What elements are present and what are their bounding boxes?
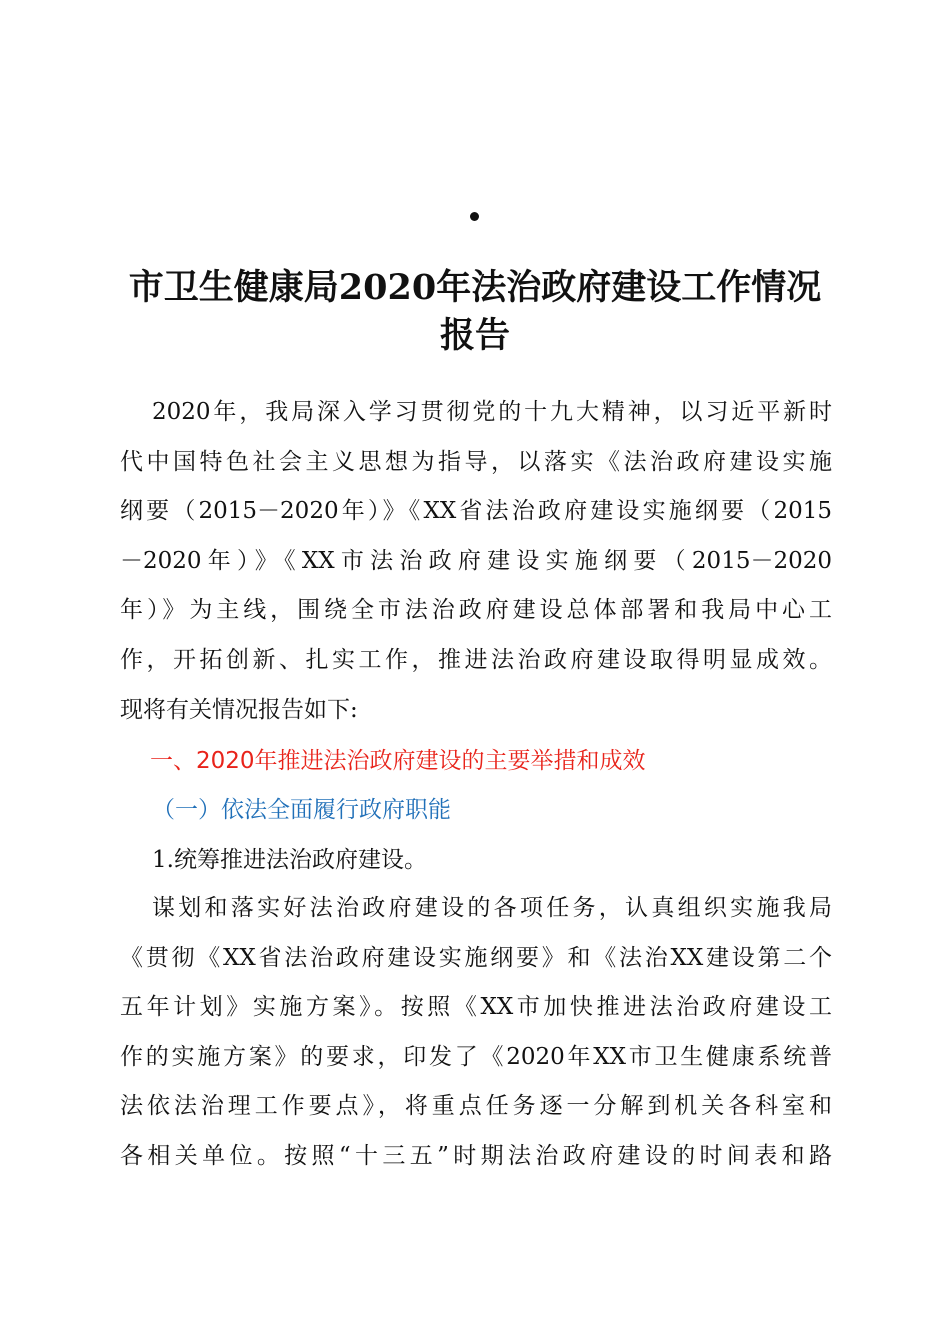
intro-line: 代中国特色社会主义思想为指导，以落实《法治政府建设实施 [120, 448, 832, 475]
document-title-line2: 报告 [439, 315, 510, 356]
item-line: 《贯彻《XX省法治政府建设实施纲要》和《法治XX建设第二个 [120, 944, 832, 971]
item-line: 五年计划》实施方案》。按照《XX市加快推进法治政府建设工 [120, 994, 832, 1021]
item-line: 各相关单位。按照“十三五”时期法治政府建设的时间表和路 [120, 1142, 832, 1169]
item-line: 作的实施方案》的要求，印发了《2020年XX市卫生健康系统普 [120, 1043, 832, 1070]
intro-line: 纲要（2015－2020年）》《XX省法治政府建设实施纲要（2015 [120, 498, 832, 525]
intro-paragraph [120, 388, 832, 735]
intro-line: 作，开拓创新、扎实工作，推进法治政府建设取得明显成效。 [120, 646, 832, 673]
intro-line: 现将有关情况报告如下: [120, 696, 358, 723]
item-paragraph [120, 884, 832, 1182]
header-bullet-dot [470, 212, 479, 221]
subsection-heading: （一）依法全面履行政府职能 [152, 797, 451, 823]
document-title-line1: 市卫生健康局2020年法治政府建设工作情况 [128, 267, 822, 308]
item-line: 法依法治理工作要点》，将重点任务逐一分解到机关各科室和 [120, 1093, 832, 1120]
item-line: 谋划和落实好法治政府建设的各项任务，认真组织实施我局 [152, 895, 832, 921]
section-heading: 一、2020年推进法治政府建设的主要举措和成效 [150, 748, 646, 774]
item-heading: 1.统筹推进法治政府建设。 [152, 847, 427, 873]
intro-line: 年）》为主线，围绕全市法治政府建设总体部署和我局中心工 [120, 597, 832, 624]
intro-line: 2020年，我局深入学习贯彻党的十九大精神，以习近平新时 [152, 399, 832, 425]
intro-line: －2020年）》《XX市法治政府建设实施纲要（2015－2020 [120, 547, 832, 574]
